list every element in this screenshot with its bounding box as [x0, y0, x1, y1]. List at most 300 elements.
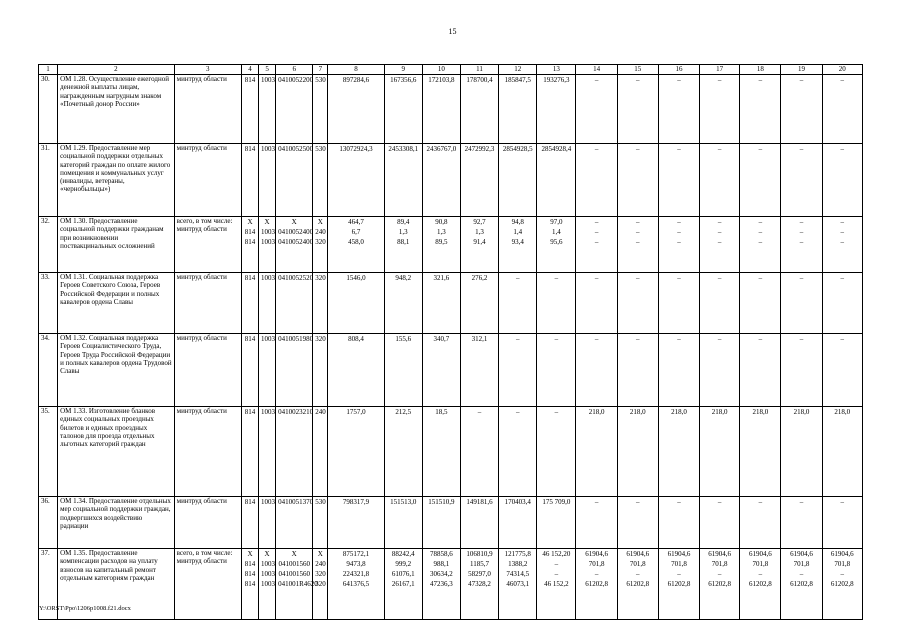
sub-value: – [636, 228, 640, 236]
value-cell [658, 334, 699, 407]
sub-value: – [594, 570, 599, 578]
sub-value: 814 [244, 408, 256, 416]
sub-value: X [317, 550, 323, 558]
header-cell: 18 [740, 65, 781, 75]
sub-value: 172103,8 [428, 76, 455, 84]
sub-value: 0410051980 [278, 335, 314, 343]
sub-value: – [840, 76, 845, 84]
value-cell [576, 407, 617, 497]
sub-value: 26167,1 [391, 580, 415, 588]
value-cell [422, 407, 460, 497]
value-cell [499, 75, 537, 144]
sub-value: 18,5 [435, 408, 448, 416]
sub-value: 170403,4 [504, 498, 531, 506]
sub-value: – [799, 218, 804, 226]
value-cell [460, 407, 498, 497]
value-cell [384, 497, 422, 549]
row-number: 36. [39, 497, 58, 549]
sub-value: 1003 [261, 408, 276, 416]
sub-value: – [758, 238, 763, 246]
value-cell [276, 144, 313, 217]
footer-path: Y:\ORST\Ppo\1206p1008.f21.docx [39, 605, 131, 612]
value-cell [576, 217, 617, 273]
value-cell [259, 407, 276, 497]
value-cell [422, 144, 460, 217]
row-number: 31. [39, 144, 58, 217]
sub-value: 0410023210 [278, 408, 314, 416]
value-cell [537, 549, 576, 620]
value-cell [576, 75, 617, 144]
value-cell [700, 273, 740, 334]
value-cell [276, 549, 318, 620]
value-cell [499, 334, 537, 407]
sub-value: X [264, 550, 270, 558]
sub-value: – [636, 570, 640, 578]
sub-value: 106810,9 [466, 550, 493, 558]
table-row [39, 497, 863, 549]
value-cell [384, 273, 422, 334]
sub-value: – [717, 335, 722, 343]
value-cell [276, 334, 313, 407]
sub-value: 175 709,0 [542, 498, 571, 506]
sub-value: – [515, 274, 520, 282]
value-cell [576, 497, 617, 549]
value-cell [313, 273, 328, 334]
value-cell [658, 549, 699, 620]
sub-value: – [636, 238, 640, 246]
sub-value: – [515, 408, 520, 416]
sub-value: 701,8 [671, 560, 687, 568]
sub-value: – [799, 498, 804, 506]
sub-value: 46 152,2 [544, 580, 569, 588]
value-cell [617, 75, 658, 144]
value-cell [460, 217, 498, 273]
value-cell [537, 217, 576, 273]
sub-value: 218,0 [834, 408, 851, 416]
value-cell [384, 334, 422, 407]
sub-value: 2854928,4 [541, 145, 572, 153]
table-row [39, 273, 863, 334]
value-cell [576, 334, 617, 407]
sub-value: – [554, 335, 559, 343]
sub-value: 798317,9 [342, 498, 370, 506]
value-cell [276, 497, 313, 549]
value-cell [499, 144, 537, 217]
value-cell [241, 407, 258, 497]
value-cell [781, 144, 822, 217]
sub-value: 46073,1 [506, 580, 530, 588]
sub-value: 218,0 [629, 408, 646, 416]
sub-value: 701,8 [711, 560, 728, 568]
sub-value: 90,8 [435, 218, 448, 226]
value-cell [313, 217, 328, 273]
header-cell: 5 [259, 65, 276, 75]
header-cell: 19 [781, 65, 822, 75]
value-cell [576, 144, 617, 217]
sub-value: 88,1 [397, 238, 410, 246]
sub-value: 1,4 [513, 228, 523, 236]
sub-value: 701,8 [834, 560, 851, 568]
value-cell [241, 497, 258, 549]
sub-value: – [799, 238, 804, 246]
executor: минтруд области [174, 407, 241, 497]
header-cell: 20 [822, 65, 862, 75]
executor: минтруд области [174, 497, 241, 549]
sub-value: X [291, 550, 297, 558]
executor: минтруд области [174, 273, 241, 334]
sub-value: 212,5 [395, 408, 412, 416]
sub-value: 61202,8 [626, 580, 650, 588]
sub-value: – [515, 335, 520, 343]
value-cell [700, 217, 740, 273]
sub-value: X [317, 218, 323, 226]
sub-value: 61202,8 [585, 580, 608, 588]
value-cell [658, 407, 699, 497]
sub-value: 89,5 [435, 238, 448, 246]
sub-value: – [758, 335, 763, 343]
sub-value: 95,6 [550, 238, 563, 246]
table-row [39, 549, 863, 620]
sub-value: – [594, 274, 599, 282]
value-cell [259, 75, 276, 144]
sub-value: 61904,6 [830, 550, 854, 558]
value-cell [241, 273, 258, 334]
value-cell [700, 407, 740, 497]
sub-value: – [677, 228, 681, 236]
sub-value: – [717, 274, 722, 282]
measure-name: ОМ 1.30. Предоставление социальной поддержки гражданам при возникновении поствакцинальных осложнений [58, 217, 175, 273]
value-cell [658, 497, 699, 549]
sub-value: – [677, 218, 681, 226]
sub-value: 320 [315, 238, 326, 246]
sub-value: – [840, 335, 845, 343]
value-cell [617, 273, 658, 334]
value-cell [460, 549, 498, 620]
sub-value: – [594, 498, 599, 506]
value-cell [822, 273, 862, 334]
value-cell [328, 144, 384, 217]
value-cell [328, 334, 384, 407]
sub-value: 814 [244, 560, 256, 568]
value-cell [499, 273, 537, 334]
sub-value: – [554, 274, 559, 282]
value-cell [537, 407, 576, 497]
value-cell [276, 75, 313, 144]
value-cell [499, 497, 537, 549]
value-cell [422, 549, 460, 620]
sub-value: – [594, 238, 599, 246]
value-cell [313, 75, 328, 144]
value-cell [241, 75, 258, 144]
row-number: 33. [39, 273, 58, 334]
value-cell [460, 334, 498, 407]
measure-name: ОМ 1.32. Социальная поддержка Героев Социалистического Труда, Героев Труда Российской Федерации и полных кавалеров ордена Трудовой Славы [58, 334, 175, 407]
sub-value: – [758, 498, 763, 506]
value-cell [276, 217, 313, 273]
sub-value: 1388,2 [508, 560, 528, 568]
header-cell: 7 [313, 65, 328, 75]
sub-value: 041001560 [278, 560, 310, 568]
sub-value: 814 [244, 274, 256, 282]
sub-value: 218,0 [752, 408, 769, 416]
value-cell [241, 217, 258, 273]
sub-value: – [840, 238, 845, 246]
sub-value: – [677, 274, 681, 282]
value-cell [700, 144, 740, 217]
sub-value: 58297,0 [468, 570, 491, 578]
value-cell [328, 75, 384, 144]
value-cell [276, 407, 313, 497]
sub-value: – [758, 76, 763, 84]
value-cell [422, 273, 460, 334]
value-cell [241, 144, 258, 217]
value-cell [781, 549, 822, 620]
value-cell [658, 144, 699, 217]
header-cell: 8 [328, 65, 384, 75]
sub-value: – [594, 76, 599, 84]
value-cell [313, 497, 328, 549]
table-row [39, 217, 863, 273]
executor: всего, в том числе: минтруд области [174, 217, 241, 273]
sub-value: – [799, 228, 804, 236]
value-cell [822, 334, 862, 407]
sub-value: – [554, 560, 559, 568]
sub-value: 1003 [261, 228, 276, 236]
sub-value: 988,1 [433, 560, 450, 568]
value-cell [384, 217, 422, 273]
value-cell [313, 334, 328, 407]
sub-value: – [840, 228, 845, 236]
value-cell [537, 334, 576, 407]
sub-value: – [677, 498, 681, 506]
value-cell [781, 217, 822, 273]
sub-value: 1,3 [475, 228, 484, 236]
header-cell: 9 [384, 65, 422, 75]
sub-value: 814 [244, 580, 256, 588]
sub-value: – [677, 570, 681, 578]
sub-value: 814 [244, 570, 256, 578]
sub-value: 167356,6 [390, 76, 417, 84]
sub-value: – [636, 76, 640, 84]
sub-value: 2436767,0 [426, 145, 457, 153]
value-cell [499, 217, 537, 273]
sub-value: – [840, 570, 845, 578]
sub-value: 0410052520 [278, 274, 314, 282]
sub-value: – [840, 218, 845, 226]
budget-table [38, 64, 863, 620]
value-cell [658, 75, 699, 144]
sub-value: 320 [315, 580, 326, 588]
value-cell [740, 217, 781, 273]
value-cell [422, 75, 460, 144]
value-cell [313, 549, 328, 620]
sub-value: – [717, 218, 722, 226]
sub-value: 78858,6 [429, 550, 453, 558]
sub-value: 240 [315, 560, 326, 568]
sub-value: 224321,8 [342, 570, 370, 578]
sub-value: 1185,7 [470, 560, 490, 568]
sub-value: 814 [244, 145, 256, 153]
value-cell [700, 334, 740, 407]
measure-name: ОМ 1.35. Предоставление компенсации расходов на уплату взносов на капитальный ремонт отдельным категориям граждан [58, 549, 175, 620]
value-cell [781, 334, 822, 407]
sub-value: – [717, 498, 722, 506]
sub-value: 193276,3 [543, 76, 570, 84]
sub-value: 6,7 [351, 228, 361, 236]
sub-value: 1,3 [398, 228, 408, 236]
sub-value: 320 [315, 570, 326, 578]
sub-value: – [717, 145, 722, 153]
sub-value: 93,4 [511, 238, 524, 246]
sub-value: 0410052400 [278, 228, 314, 236]
value-cell [822, 407, 862, 497]
sub-value: 1003 [261, 76, 276, 84]
value-cell [617, 549, 658, 620]
header-cell: 15 [617, 65, 658, 75]
header-cell: 3 [174, 65, 241, 75]
value-cell [617, 407, 658, 497]
value-cell [576, 549, 617, 620]
value-cell [700, 497, 740, 549]
value-cell [460, 497, 498, 549]
sub-value: 814 [244, 228, 256, 236]
measure-name: ОМ 1.34. Предоставление отдельных мер социальной поддержки граждан, подвергшихся воздействию радиации [58, 497, 175, 549]
sub-value: 61076,1 [391, 570, 415, 578]
sub-value: – [554, 570, 559, 578]
sub-value: – [554, 408, 559, 416]
row-number: 37. [39, 549, 58, 620]
sub-value: 814 [244, 76, 256, 84]
value-cell [384, 144, 422, 217]
value-cell [740, 497, 781, 549]
value-cell [384, 407, 422, 497]
sub-value: 61904,6 [708, 550, 732, 558]
sub-value: X [264, 218, 270, 226]
sub-value: 61202,8 [708, 580, 732, 588]
sub-value: 1,3 [436, 228, 446, 236]
header-cell: 13 [537, 65, 576, 75]
sub-value: X [247, 550, 253, 558]
sub-value: – [636, 498, 640, 506]
value-cell [617, 144, 658, 217]
sub-value: 2453308,1 [388, 145, 419, 153]
sub-value: 46 152,20 [542, 550, 571, 558]
row-number: 35. [39, 407, 58, 497]
sub-value: – [717, 238, 722, 246]
value-cell [384, 549, 422, 620]
sub-value: 151513,0 [390, 498, 417, 506]
value-cell [259, 549, 276, 620]
sub-value: – [840, 274, 845, 282]
sub-value: 1003 [261, 580, 276, 588]
sub-value: 1003 [261, 238, 276, 246]
sub-value: 808,4 [348, 335, 364, 343]
value-cell [740, 144, 781, 217]
header-cell: 10 [422, 65, 460, 75]
sub-value: 74314,5 [506, 570, 530, 578]
sub-value: – [799, 335, 804, 343]
sub-value: – [758, 218, 763, 226]
value-cell [259, 497, 276, 549]
sub-value: 641376,5 [342, 580, 370, 588]
sub-value: 185847,5 [504, 76, 531, 84]
row-number: 32. [39, 217, 58, 273]
table-row [39, 144, 863, 217]
value-cell [276, 273, 313, 334]
sub-value: – [758, 228, 763, 236]
sub-value: 155,6 [395, 335, 412, 343]
sub-value: 0410052200 [278, 76, 314, 84]
sub-value: 2472992,3 [464, 145, 495, 153]
sub-value: – [840, 498, 845, 506]
sub-value: 530 [315, 145, 326, 153]
value-cell [460, 273, 498, 334]
sub-value: 701,8 [629, 560, 646, 568]
value-cell [700, 549, 740, 620]
value-cell [740, 549, 781, 620]
sub-value: 178700,4 [466, 76, 493, 84]
sub-value: – [758, 570, 763, 578]
row-number: 30. [39, 75, 58, 144]
sub-value: 30634,2 [429, 570, 453, 578]
sub-value: 97,0 [550, 218, 563, 226]
sub-value: 240 [315, 408, 326, 416]
sub-value: 61904,6 [748, 550, 772, 558]
value-cell [259, 217, 276, 273]
header-cell: 17 [700, 65, 740, 75]
sub-value: 0410052500 [278, 145, 314, 153]
sub-value: 121775,8 [504, 550, 531, 558]
value-cell [328, 217, 384, 273]
sub-value: – [477, 408, 482, 416]
sub-value: 0410052400 [278, 238, 314, 246]
value-cell [460, 75, 498, 144]
sub-value: – [717, 76, 722, 84]
sub-value: 218,0 [588, 408, 605, 416]
sub-value: – [636, 335, 640, 343]
sub-value: 61904,6 [667, 550, 691, 558]
sub-value: 530 [315, 76, 326, 84]
value-cell [740, 75, 781, 144]
value-cell [781, 497, 822, 549]
value-cell [259, 144, 276, 217]
sub-value: 312,1 [471, 335, 488, 343]
row-number: 34. [39, 334, 58, 407]
value-cell [313, 144, 328, 217]
sub-value: 61904,6 [790, 550, 813, 558]
sub-value: – [594, 145, 599, 153]
sub-value: 1003 [261, 560, 276, 568]
value-cell [658, 273, 699, 334]
sub-value: – [758, 274, 763, 282]
sub-value: 89,4 [397, 218, 410, 226]
header-cell: 12 [499, 65, 537, 75]
executor: всего, в том числе: минтруд области [174, 549, 241, 620]
value-cell [658, 217, 699, 273]
value-cell [328, 549, 384, 620]
value-cell [617, 497, 658, 549]
sub-value: – [594, 218, 599, 226]
sub-value: – [677, 335, 681, 343]
value-cell [576, 273, 617, 334]
sub-value: – [594, 335, 599, 343]
header-cell: 6 [276, 65, 313, 75]
sub-value: – [799, 76, 804, 84]
sub-value: 61202,8 [748, 580, 772, 588]
sub-value: – [840, 145, 845, 153]
sub-value: X [291, 218, 297, 226]
value-cell [537, 497, 576, 549]
